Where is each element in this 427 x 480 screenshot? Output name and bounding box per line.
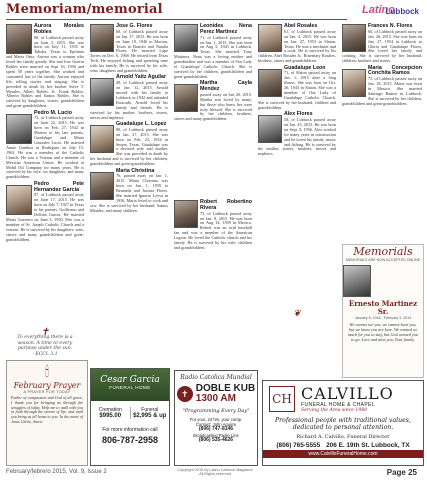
obit-photo: [258, 24, 282, 52]
candle-icon: 🕯: [45, 365, 49, 380]
ad-banner: [91, 369, 169, 401]
obit-photo: [174, 200, 198, 228]
cesar-garcia-ad: [90, 368, 170, 466]
page-number: Page 25: [386, 468, 417, 477]
obit-photo: [342, 69, 366, 97]
calvillo-tag: Serving the Area since 1980: [301, 408, 368, 413]
funeral-label: Funeral: [141, 407, 159, 413]
calvillo-owner: Richard A. Calvillo, Funeral Director: [296, 434, 390, 440]
obit-text: 80, of Lubbock passed away on June 5, 2015. She was born on July 11, 1935 in Tahoka, Texas to Epifanio and Maria Ortiz. Aurora was a woman who loved her family greatly. She and Jose Guerra Robles were married on Sept 16, 1956 and spent 58 years together. She worked and consumed lots of the family. Aurora enjoyed life, telling stories and singing. She is preceded in death by her brother Steve T. Morales, Albert Robles, Jr., Frank Robles, Alberto Robles and Santos Robles. She is survived by daughters, sisters, grandchildren and great-grandchildren.: [6, 34, 84, 109]
radio-line2: Contact: John Aguirre: [195, 422, 237, 428]
calvillo-sub: FUNERAL HOME & CHAPEL: [301, 402, 376, 408]
obit-photo: [174, 24, 198, 52]
column-3: [174, 24, 252, 124]
obit-text: 87, of Lubbock passed away on June 17, 2015. He was born on July 7, 1927 in Texas to his parents, Guillermo and Delfina Garcia. He married Maria Guerrero on June 3, 1950. Pete was a member of St. Joseph Catholic Church and a veteran. He is survived by his daughters, sons, sisters and many grandchildren and great-grandchildren.: [6, 192, 84, 242]
brand-latino: Latino: [362, 4, 395, 16]
memorial-subtitle: MEMORIALS ARE NOW ACCEPTED ONLINE: [345, 258, 421, 262]
obit-text: 71, of Lubbock passed away on Jan. 1, 2015. She was born on Aug 5, 1943 in Lubbock, Texas. She married Tony Martinez. Nena was a loving mother and grandmother and was a member of Our Lady of Guadalupe Catholic Church. She is survived by her children, grandchildren and great-grandchildren.: [174, 34, 252, 79]
brand-logo: [349, 2, 419, 18]
prayer-title: February Prayer: [13, 381, 81, 390]
column-4: [258, 24, 336, 159]
obit-photo: [6, 24, 32, 54]
prayer-box: [6, 360, 88, 466]
cremation-price: $995.00: [99, 413, 122, 419]
ad-info: For more information call: [102, 427, 158, 433]
memorial-photo: [343, 265, 371, 297]
calvillo-ad: [262, 380, 424, 466]
obit-text: 58, of Lubbock passed away on Jan. 25, 2015. He was born on Sept. 8, 1956. Alex worked for many years in construction and he loved his family, music and fishing. He is survived by his mother, sisters, brothers, nieces and nephews.: [258, 116, 336, 157]
page-header: [0, 0, 427, 22]
ad-phone: 806-787-2958: [101, 435, 159, 445]
obit-photo: [90, 125, 114, 153]
funeral-price: $2,995 & up: [133, 413, 167, 419]
memorial-dates: January 5, 1944 - February 3, 2014: [354, 316, 412, 321]
radio-line1: For your, 24 hrs, your comp.: [189, 417, 243, 422]
heart-icon: ❦: [293, 309, 301, 319]
calvillo-name: CALVILLO: [301, 384, 394, 403]
obit-text: 76, passed away on Jan. 1, 2015. Maria Christina was born on Jan. 1, 1939 to Bernarda and Jacinto Flores. She married Ignacio Leyva in 1956. Maria loved to cook and sew. She is survived by her husband, Santos Mendez, and many children.: [90, 173, 168, 213]
obit-text: 80, of Lubbock passed away on Jan. 27, 2015. She was born on Feb. 23, 1934 in Smyer, Texas. Guadalupe was a devoted wife and mother. She was preceded in death by her husband and is survived by her children, grandchildren and great-grandchildren.: [90, 126, 168, 167]
obit-name: Robert Robertino Rivera: [200, 199, 252, 211]
memorial-box: [342, 244, 424, 378]
obit-text: passed away on Jan 20, 2015. Martha was loved by many, but those who knew her were truly blessed. She is survived by her children, brothers, sisters and many grandchildren.: [174, 91, 252, 122]
obit-photo: [174, 84, 198, 112]
obit-photo: [258, 115, 282, 143]
footer-copyright-1: Copyright 2015 by Latino Lubbock Magazine: [177, 468, 253, 472]
obit-name: Martha Cayla Mendez: [200, 80, 252, 93]
ad-sub: FUNERAL HOME: [109, 385, 151, 390]
obit-name: Guadalupe Leon: [284, 64, 326, 71]
obit-name: Alex Flores: [284, 111, 313, 118]
brand-city: Lubbock: [385, 7, 419, 16]
calvillo-line: Professional people with traditional values, dedicated to personal attention.: [275, 417, 411, 431]
obit-photo: [90, 24, 114, 52]
obit-photo: [258, 69, 282, 97]
radio-logo-icon: ✝: [177, 386, 193, 402]
radio-phone1: (806) 747-8146: [198, 426, 234, 433]
ad-name: Cesar Garcia: [100, 375, 160, 385]
calvillo-web[interactable]: www.CalvilloFuneralHome.com: [263, 450, 423, 458]
memorial-name: Ernesto Martinez Sr.: [348, 299, 418, 317]
prayer-text: Father of compassion and God of all grace, I thank you for bringing us through the struggles of today. Help me to walk with you in faith through the storms of life, and until you bring us all home to you. In the name of Jesus Christ, Amen.: [11, 395, 83, 424]
radio-phone2: Broadcasting Radio Line: [193, 432, 239, 438]
obit-text: 61, of Lubbock passed away on Jan. 4, 2015. He was born on Jan. 27, 1953 in Slaton, Texas. He was a mechanic and a cook. He is survived by his children, Abel Rosales Jr., Rosemary Rosales, brothers, sisters and grandchildren.: [258, 28, 336, 64]
obit-photo: [90, 78, 114, 106]
obit-photo: [90, 172, 114, 200]
quote-text: To everything there is a season. A time to every purpose under the sun.: [17, 335, 73, 352]
calvillo-phone: (806) 765-5555: [276, 442, 321, 449]
cross-icon: ✝: [40, 327, 50, 338]
radio-freq: 1300 AM: [195, 393, 236, 404]
page-title: Memoriam/memorial: [6, 2, 163, 17]
obit-name: Maria Christina: [116, 167, 155, 174]
radio-tag: "Programming Every Day": [182, 408, 250, 414]
scripture-quote: [8, 327, 82, 357]
obit-text: 75, of Lubbock passed away on Jan. 8, 2015. He was born on Aug 14, 1939 in Mexico. Robert was an avid baseball fan and was a member of the American Legion. He loved the Catholic church and his family. He is survived by his wife, children and grandchildren.: [174, 210, 252, 250]
column-3-lower: [174, 200, 252, 252]
obit-name: Aurora Morales Robles: [34, 23, 84, 35]
obit-name: Maria Concepcion Conchita Ramos: [368, 64, 422, 77]
footer-copyright-2: All Rights reserved: [199, 472, 231, 477]
obit-photo: [342, 24, 366, 52]
header-rule: [6, 19, 347, 20]
obit-photo: [6, 114, 32, 144]
footer-issue: February/febrero 2015, Vol. 9, Issue 2: [6, 469, 107, 475]
calvillo-logo-icon: CH: [269, 386, 295, 412]
column-1: [6, 24, 84, 244]
obit-name: Guadalupe L. Lopez: [116, 121, 167, 127]
obit-name: Frances N. Flores: [368, 23, 413, 29]
quote-source: - ECCL 3:1: [32, 351, 58, 357]
obit-photo: [6, 185, 32, 215]
obit-name: Jose G. Flores: [116, 23, 153, 29]
radio-top: Radio Catolica Mundial: [180, 374, 252, 381]
obit-name: Pedro M. Lucio: [34, 109, 72, 116]
obit-name: Leonides Nena Perez Martinez: [200, 23, 252, 35]
cremation-label: Cremation: [98, 407, 122, 413]
page-footer: [0, 466, 427, 480]
memorial-text: We cannot see you, we cannot hear you, but we know you are here. We wanted so much for you to stay, but God wanted you to go. Love and miss you, Your family.: [348, 322, 418, 343]
calvillo-address: 206 E. 19th St. Lubbock, TX: [326, 442, 410, 449]
obit-text: 68, of Lubbock passed away on Jan. 17, 2015. He was born on June 19, 1946 in Morton, Texas to Bartolo and Natalia Flores. He married Lupe Torres on Dec. 6, 1968. He retired from Texas Tech. He enjoyed fishing and spending time with his family. He is survived by his wife, sons, daughters and grandchildren.: [90, 28, 168, 74]
radio-station: DOBLE KUB: [195, 383, 256, 394]
obit-text: 75, of Lubbock passed away on Jan. 18, 2015. Maria was born in Mexico. She married Santiago Ramos in Lubbock. She is survived by her children, grandchildren and great-grandchildren.: [342, 76, 422, 106]
obit-text: 49, of Lubbock passed away on Jan. 12, 2015. Arnold moved with his family to Lubbock in 1942 and attended Estacado. Arnold loved his family and friends. He is survived by his mother, brothers, sisters, nieces and nephews.: [90, 80, 168, 120]
obit-name: Arnold Yaitz Aguilar: [116, 74, 167, 81]
memorial-title: Memorials: [353, 245, 413, 258]
radio-ad: [174, 370, 258, 466]
obit-text: 71, of Slaton passed away on Jan. 1, 2015 after a long illness. She was born on Oct. 26, 1943 in Slaton. She was a member of Our Lady of Guadalupe Catholic Church. She is survived by her husband, children and grandchildren.: [258, 70, 336, 110]
prayer-subtitle: A PRAYER FOR TODAY: [23, 390, 71, 394]
radio-phone3: (806) 535-4626: [198, 436, 234, 443]
footer-copyright: [150, 468, 280, 477]
obit-name: Abel Rosales: [284, 23, 318, 29]
column-5: [342, 24, 422, 108]
obit-text: 60, of Lubbock passed away on Jan. 26, 2015. She was born on Jan. 27, 1954 in Lubbock to Gloria and Guadalupe Flores. She loved her family and cooking. She is survived by her husband, children, brothers and sisters.: [342, 28, 422, 64]
obit-text: 73, of Lubbock passed away on June 22, 2015. He was born on Feb. 27, 1942 in Morton to his late parents, Guadalupe and Maria Gonzales Lucio. He married Annie Gamboa in Rodriguez on July 15, 1962. He was a member of the Catholic Church. He was a Veteran and a member of Mexican American Union. He worked at Mobil Oil Company for many years. He is survived by his wife, six daughters, and many grandchildren.: [6, 115, 84, 180]
column-2: [90, 24, 168, 215]
footprint-quote: [264, 309, 330, 319]
obit-name: Pedro Pete Hernandez Garcia: [34, 180, 84, 193]
